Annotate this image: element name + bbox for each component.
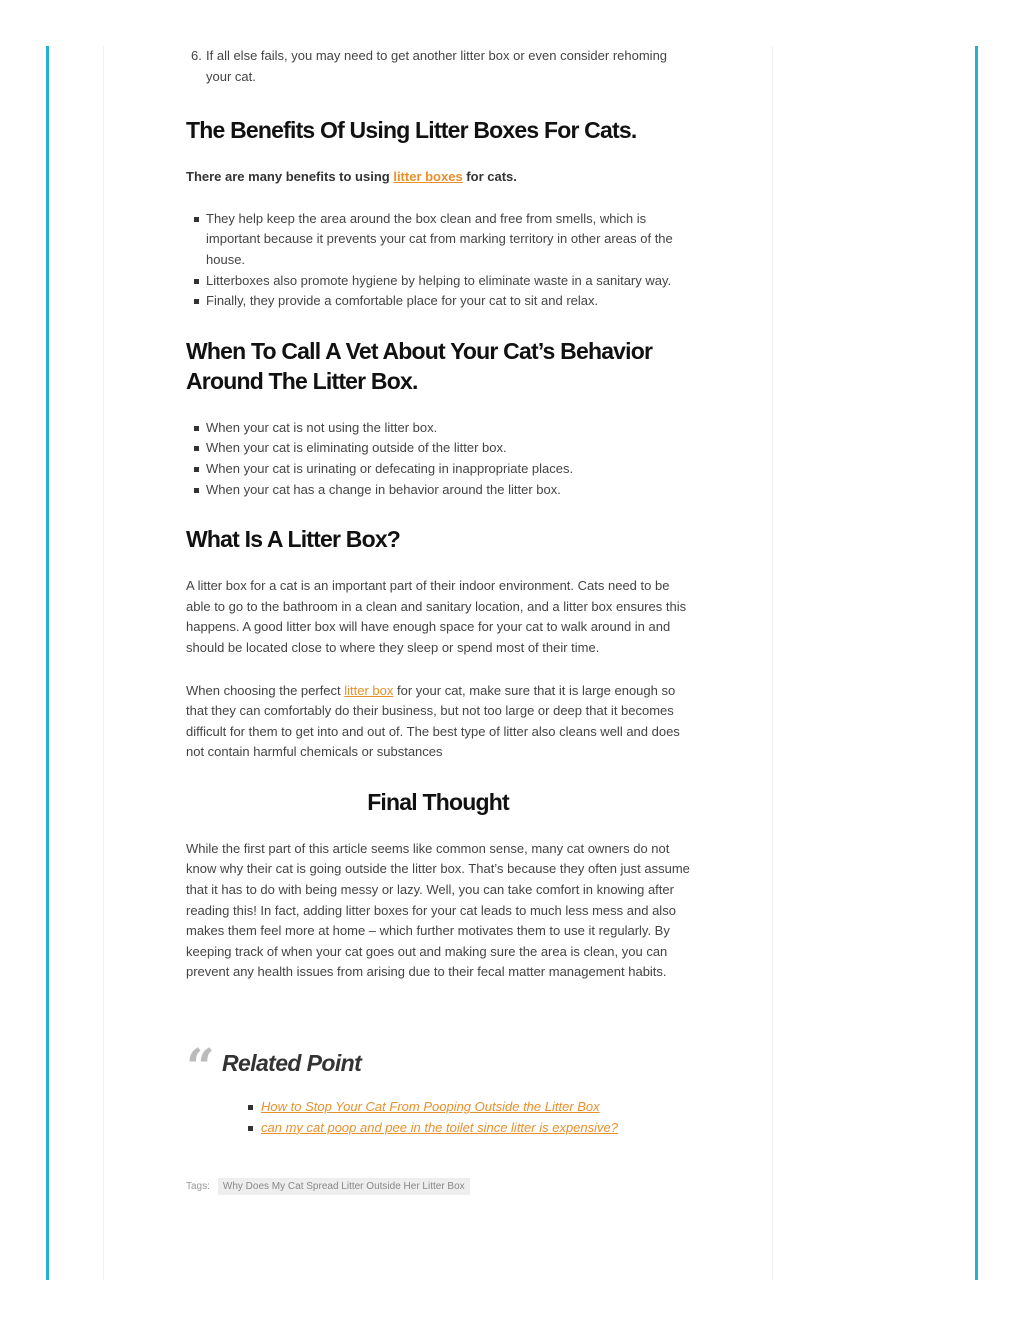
related-links-list <box>186 1097 690 1138</box>
list-item <box>241 1097 690 1118</box>
related-header <box>186 1047 690 1079</box>
tags-row <box>186 1178 690 1195</box>
numbered-list-tail <box>186 46 690 87</box>
list-item: When your cat is urinating or defecating in inappropriate places. <box>186 459 690 480</box>
litter-boxes-link[interactable]: litter boxes <box>393 169 463 185</box>
benefits-lead-text: There are many benefits to using <box>186 169 394 185</box>
what-paragraph-1: A litter box for a cat is an important part of their indoor environment. Cats need to be able to go to the bathroom in a clean and sanitary location, and a litter box ensures this happens. A good litter box will have enough space for your cat to walk around in and should be located close to where they sleep or spend most of their time. <box>186 578 687 655</box>
vet-list <box>186 418 690 500</box>
list-item-text: If all else fails, you may need to get another litter box or even consider rehoming your cat. <box>206 48 668 84</box>
what-paragraph-2-text: When choosing the perfect <box>186 682 345 698</box>
list-item: They help keep the area around the box clean and free from smells, which is important because it prevents your cat from marking territory in other areas of the house. <box>186 209 690 271</box>
list-item: When your cat has a change in behavior around the litter box. <box>186 480 690 501</box>
litter-box-link[interactable]: litter box <box>344 682 394 698</box>
related-title: Related Point <box>222 1049 362 1076</box>
final-heading: Final Thought <box>367 788 509 815</box>
benefits-list <box>186 209 690 312</box>
list-item <box>241 1118 690 1139</box>
benefits-heading: The Benefits Of Using Litter Boxes For Cats. <box>186 117 637 144</box>
right-accent-rule <box>975 46 978 1280</box>
list-item: When your cat is not using the litter box. <box>186 418 690 439</box>
left-accent-rule <box>46 46 49 1280</box>
tag-pill[interactable]: Why Does My Cat Spread Litter Outside Her Litter Box <box>218 1178 470 1195</box>
what-paragraph-2 <box>186 681 690 763</box>
list-item <box>186 46 690 87</box>
list-number: 6. <box>191 48 202 63</box>
list-item: When your cat is eliminating outside of the litter box. <box>186 438 690 459</box>
related-link[interactable]: How to Stop Your Cat From Pooping Outside the Litter Box <box>261 1099 600 1115</box>
vet-heading: When To Call A Vet About Your Cat’s Behavior Around The Litter Box. <box>186 337 653 394</box>
list-item: Finally, they provide a comfortable place for your cat to sit and relax. <box>186 291 690 312</box>
related-link[interactable]: can my cat poop and pee in the toilet since litter is expensive? <box>261 1119 618 1135</box>
tags-label: Tags: <box>186 1181 210 1193</box>
quote-icon: “ <box>186 1047 215 1080</box>
benefits-lead <box>186 167 690 188</box>
article-content <box>186 46 690 1195</box>
list-item: Litterboxes also promote hygiene by helping to eliminate waste in a sanitary way. <box>186 271 690 292</box>
what-heading: What Is A Litter Box? <box>186 526 401 553</box>
final-paragraph: While the first part of this article seems like common sense, many cat owners do not know why their cat is going outside the litter box. That’s because they often just assume that it has to do with being messy or lazy. Well, you can take comfort in knowing after reading this! In fact, adding litter boxes for your cat leads to much less mess and also makes them feel more at home – which further motivates them to use it regularly. By keeping track of when your cat goes out and making sure the area is clean, you can prevent any health issues from arising due to their fecal matter management habits. <box>186 840 690 980</box>
what-paragraph-2-tail: for your cat, make sure that it is large enough so that they can comfortably do their business, but not too large or deep that it becomes difficult for them to get into and out of. The best type of litter also cleans well and does not contain harmful chemicals or substances <box>186 682 680 760</box>
benefits-lead-tail: for cats. <box>462 169 517 185</box>
